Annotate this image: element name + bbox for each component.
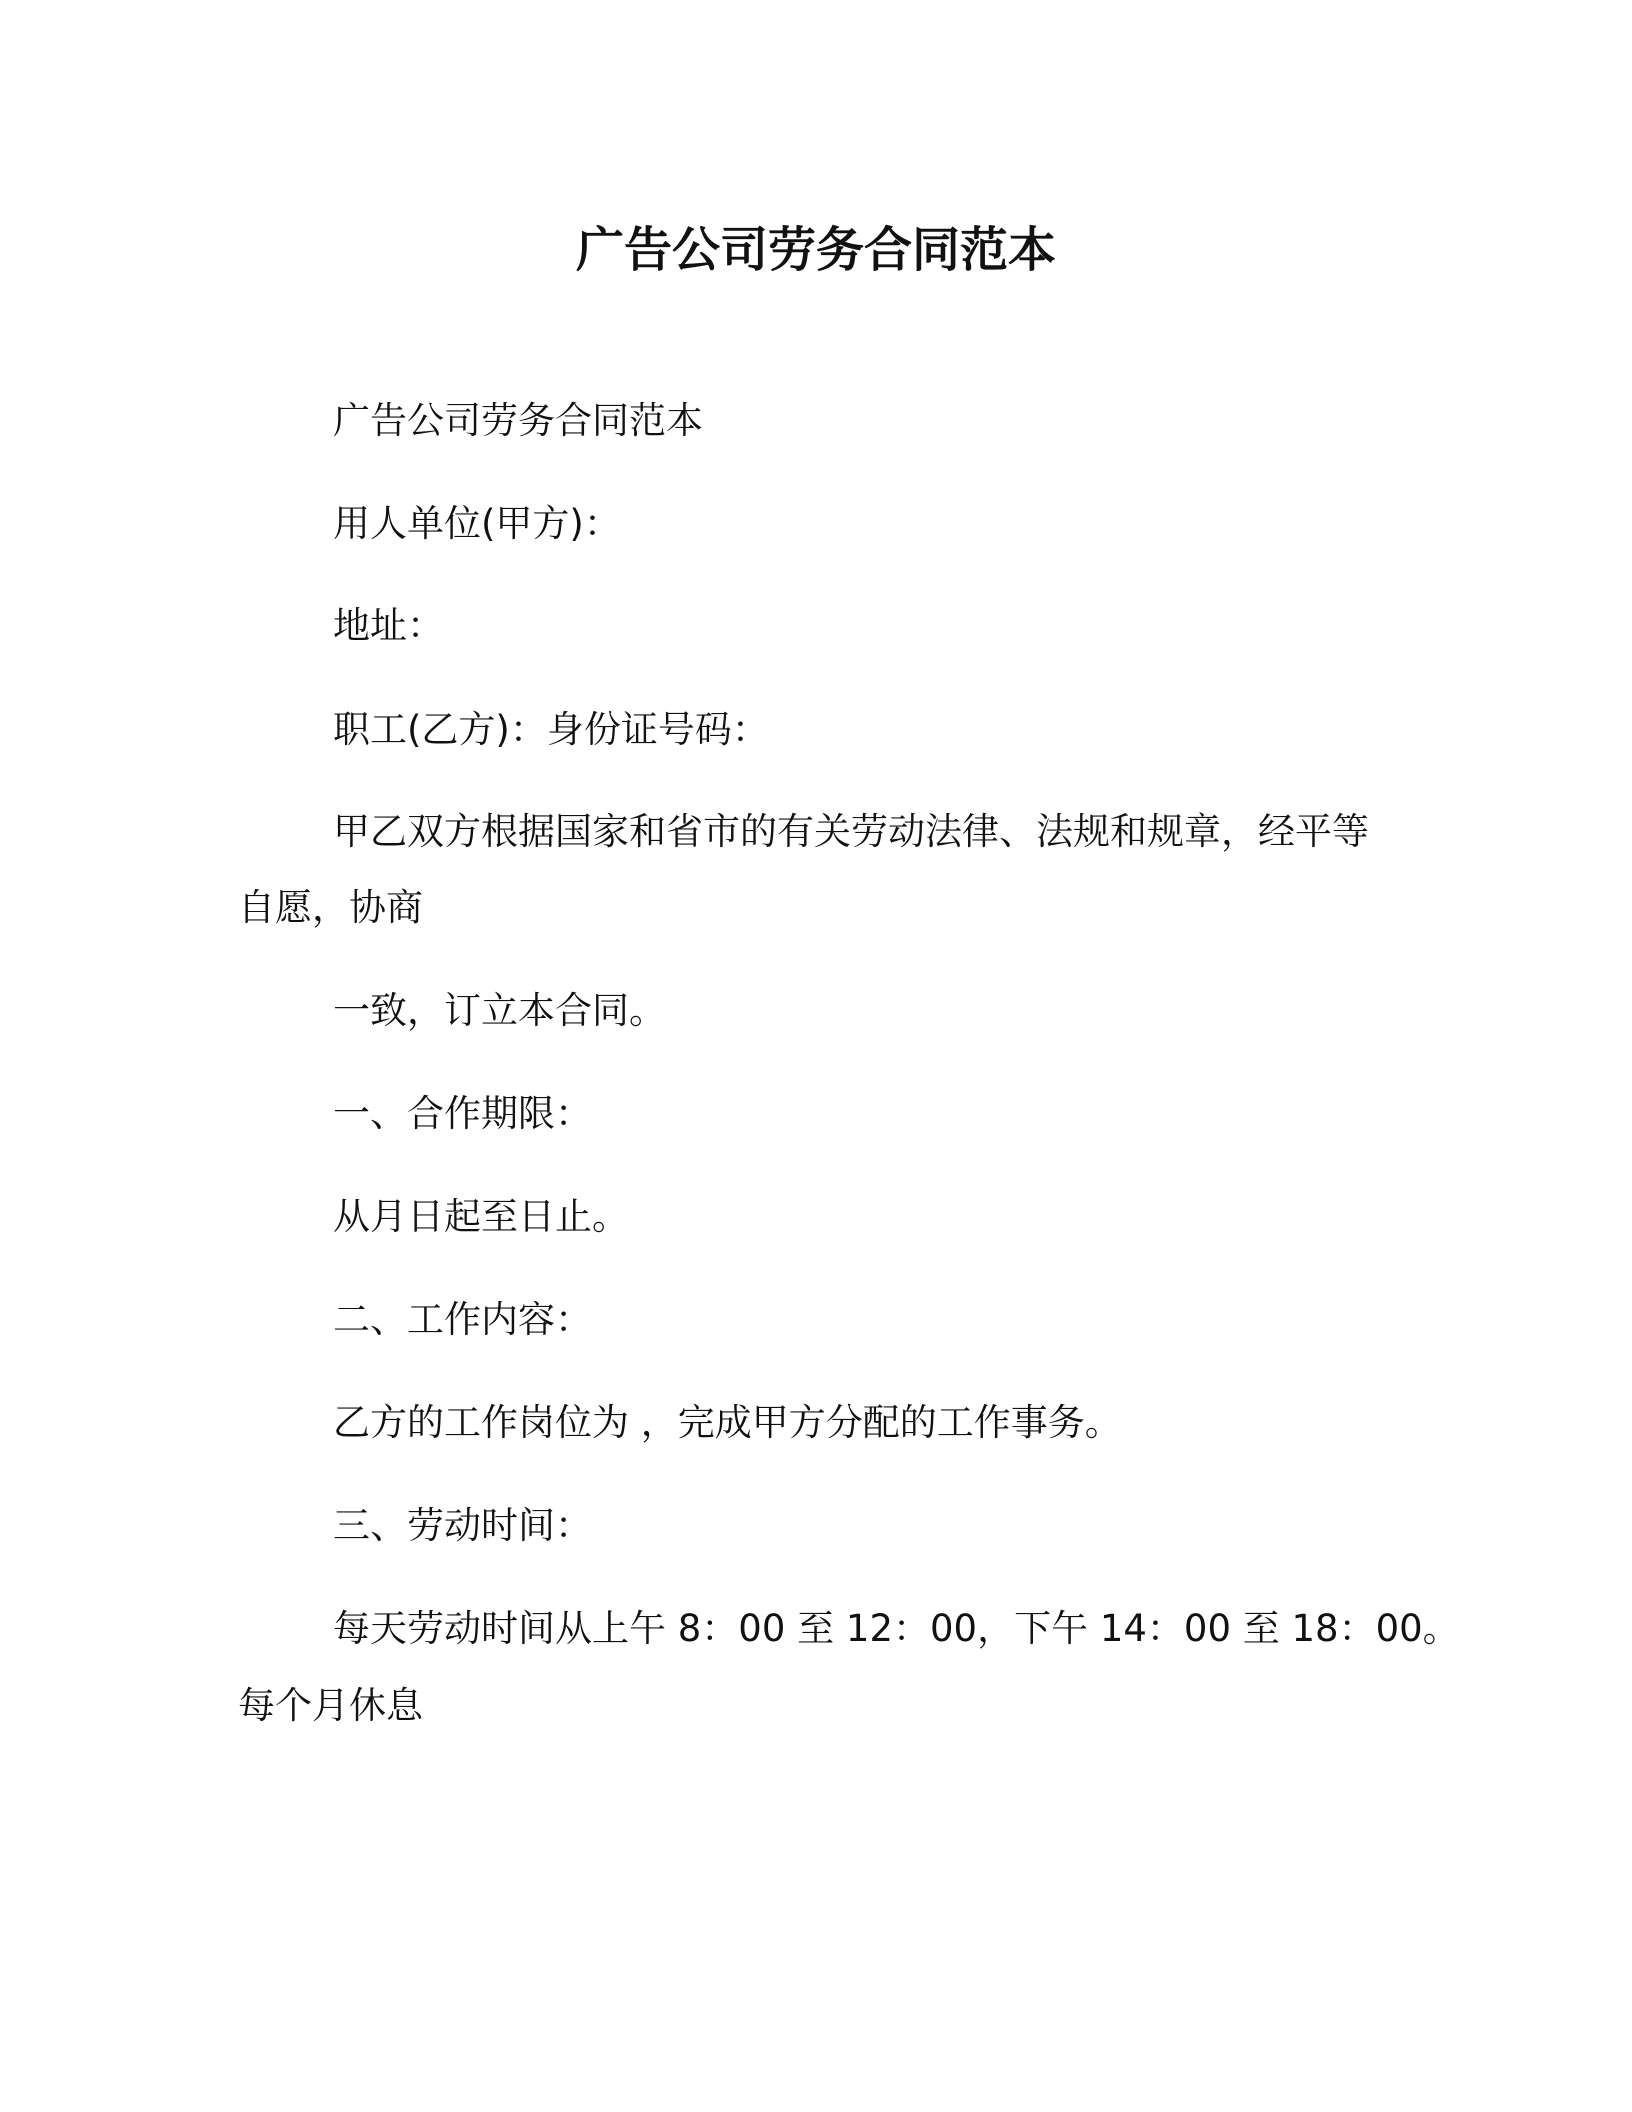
paragraph-heading: 广告公司劳务合同范本 bbox=[333, 399, 703, 442]
paragraph-address: 地址： bbox=[333, 604, 444, 647]
section-heading-hours: 三、劳动时间： bbox=[333, 1504, 592, 1547]
paragraph-term: 从月日起至日止。 bbox=[333, 1195, 629, 1238]
paragraph-agreement: 一致，订立本合同。 bbox=[333, 989, 666, 1032]
paragraph-employer: 用人单位(甲方)： bbox=[333, 502, 621, 545]
paragraph-hours-cont: 每个月休息 bbox=[238, 1684, 423, 1727]
section-heading-work: 二、工作内容： bbox=[333, 1298, 592, 1341]
paragraph-hours: 每天劳动时间从上午 8：00 至 12：00，下午 14：00 至 18：00。 bbox=[333, 1607, 1460, 1650]
section-heading-term: 一、合作期限： bbox=[333, 1092, 592, 1135]
paragraph-work: 乙方的工作岗位为 ，完成甲方分配的工作事务。 bbox=[333, 1401, 1122, 1444]
paragraph-employee: 职工(乙方)：身份证号码： bbox=[333, 708, 769, 751]
document-title: 广告公司劳务合同范本 bbox=[575, 222, 1056, 278]
paragraph-preamble: 甲乙双方根据国家和省市的有关劳动法律、法规和规章，经平等 bbox=[333, 810, 1369, 853]
paragraph-preamble-cont: 自愿，协商 bbox=[238, 886, 423, 929]
